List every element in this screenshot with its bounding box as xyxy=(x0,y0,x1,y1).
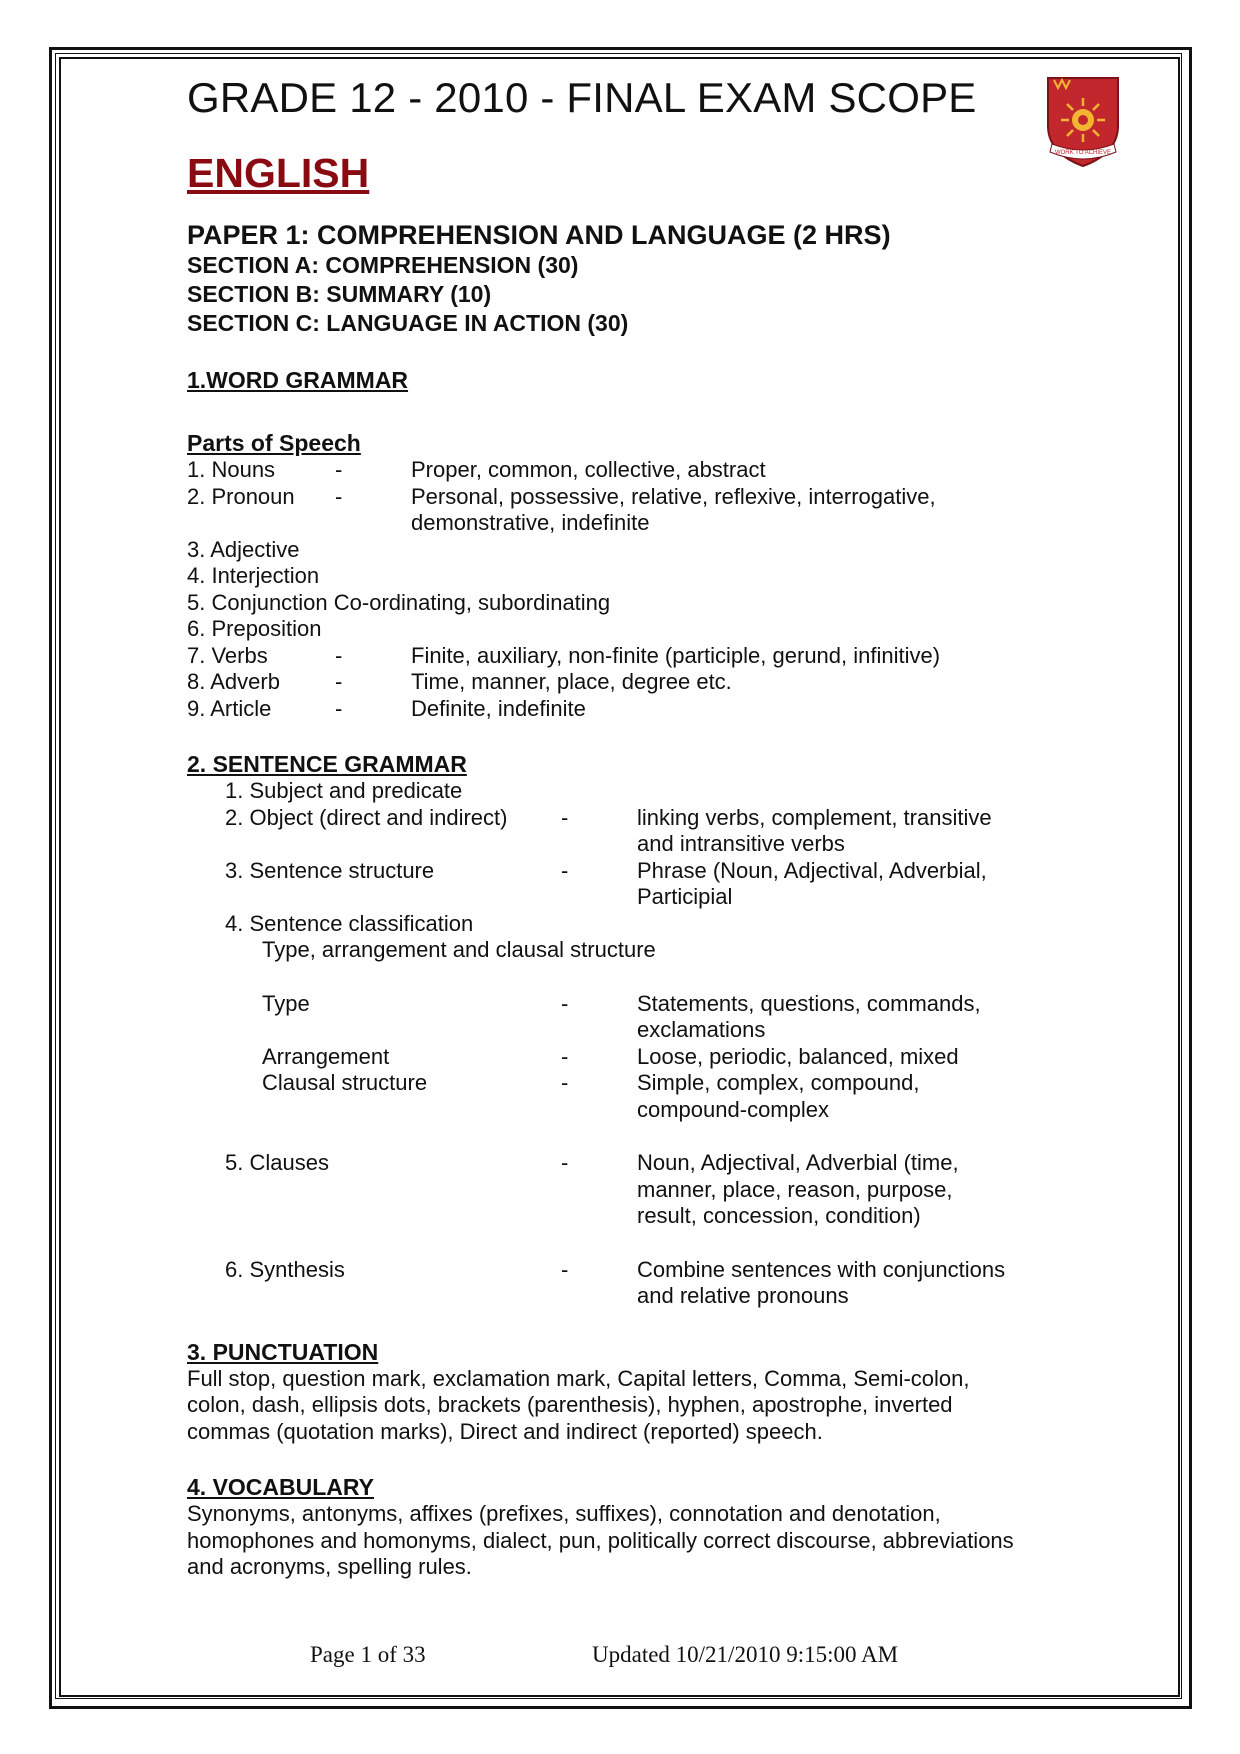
punctuation-line: colon, dash, ellipsis dots, brackets (parenthesis), hyphen, apostrophe, inverted xyxy=(187,1392,953,1417)
punctuation-heading: 3. PUNCTUATION xyxy=(187,1338,379,1365)
sg-dash: - xyxy=(561,1150,569,1175)
sg-desc xyxy=(637,1070,1037,1123)
pos-dash: - xyxy=(335,642,343,668)
sg-desc-line: and intransitive verbs xyxy=(637,831,845,856)
sg-item-4-subtitle: Type, arrangement and clausal structure xyxy=(262,937,656,962)
sg-desc-line: compound-complex xyxy=(637,1096,829,1122)
sg-dash: - xyxy=(561,804,569,830)
pos-desc: Proper, common, collective, abstract xyxy=(411,457,766,482)
pos-term: 1. Nouns xyxy=(187,457,276,482)
sg-term: 5. Clauses xyxy=(225,1150,329,1175)
sg-desc xyxy=(637,1257,1037,1310)
section-c: SECTION C: LANGUAGE IN ACTION (30) xyxy=(187,310,629,336)
vocabulary-line: homophones and homonyms, dialect, pun, politically correct discourse, abbreviations xyxy=(187,1527,1014,1553)
sg-term: Clausal structure xyxy=(262,1070,428,1095)
sg-desc-line: Combine sentences with conjunctions xyxy=(637,1256,1006,1282)
pos-desc: Finite, auxiliary, non-finite (participle, gerund, infinitive) xyxy=(411,642,941,668)
pos-desc: Time, manner, place, degree etc. xyxy=(411,669,732,694)
pos-term: 9. Article xyxy=(187,695,272,721)
vocabulary-line: Synonyms, antonyms, affixes (prefixes, suffixes), connotation and denotation, xyxy=(187,1501,941,1526)
pos-dash: - xyxy=(335,695,343,721)
sg-desc-line: Statements, questions, commands, xyxy=(637,990,981,1016)
pos-dash: - xyxy=(335,457,343,482)
pos-desc xyxy=(411,484,1021,537)
document-body xyxy=(187,68,1077,1581)
sg-desc xyxy=(637,805,1037,858)
sg-dash: - xyxy=(561,990,569,1016)
sg-item-1: 1. Subject and predicate xyxy=(225,778,463,803)
sg-item-6 xyxy=(187,1257,1077,1310)
pos-row-verbs xyxy=(187,643,1077,670)
sg-dash: - xyxy=(561,1070,569,1095)
sg-desc xyxy=(637,991,1037,1044)
sg-desc-line: Phrase (Noun, Adjectival, Adverbial, xyxy=(637,857,987,883)
sg-type-row xyxy=(187,991,1077,1044)
sg-term: 6. Synthesis xyxy=(225,1256,345,1282)
page-number: Page 1 of 33 xyxy=(310,1642,426,1667)
sg-term: 2. Object (direct and indirect) xyxy=(225,804,508,830)
pos-term: 7. Verbs xyxy=(187,642,268,668)
pos-term: 2. Pronoun xyxy=(187,483,295,509)
sg-desc-line: exclamations xyxy=(637,1017,766,1042)
subject-heading: ENGLISH xyxy=(187,150,370,196)
pos-row-adverb xyxy=(187,669,1077,696)
sg-dash: - xyxy=(561,1043,569,1069)
pos-desc-line: Personal, possessive, relative, reflexive, interrogative, xyxy=(411,483,936,509)
pos-row-conjunction: 5. Conjunction Co-ordinating, subordinating xyxy=(187,589,611,615)
sg-item-4: 4. Sentence classification xyxy=(225,910,474,936)
sg-dash: - xyxy=(561,857,569,883)
paper-title: PAPER 1: COMPREHENSION AND LANGUAGE (2 HRS) xyxy=(187,220,891,250)
sg-arrangement-row xyxy=(187,1044,1077,1071)
sg-desc: Loose, periodic, balanced, mixed xyxy=(637,1043,959,1069)
sg-term: Arrangement xyxy=(262,1043,390,1069)
pos-row-interjection: 4. Interjection xyxy=(187,563,320,588)
sg-desc-line: Noun, Adjectival, Adverbial (time, xyxy=(637,1150,959,1175)
sg-item-2 xyxy=(187,805,1077,858)
pos-row-article xyxy=(187,696,1077,723)
pos-term: 8. Adverb xyxy=(187,669,280,694)
sg-desc-line: and relative pronouns xyxy=(637,1283,849,1308)
pos-desc-line: demonstrative, indefinite xyxy=(411,510,650,535)
updated-timestamp: Updated 10/21/2010 9:15:00 AM xyxy=(592,1642,899,1667)
word-grammar-heading: 1.WORD GRAMMAR xyxy=(187,367,409,393)
sg-term: Type xyxy=(262,990,310,1016)
sg-desc xyxy=(637,858,1037,911)
sg-desc-line: Participial xyxy=(637,884,733,909)
sg-item-5 xyxy=(187,1150,1077,1230)
punctuation-line: commas (quotation marks), Direct and indirect (reported) speech. xyxy=(187,1418,823,1444)
pos-dash: - xyxy=(335,669,343,694)
sentence-grammar-heading: 2. SENTENCE GRAMMAR xyxy=(187,751,467,777)
pos-row-preposition: 6. Preposition xyxy=(187,616,322,641)
sg-desc xyxy=(637,1150,1037,1230)
pos-row-nouns xyxy=(187,457,1077,484)
pos-dash: - xyxy=(335,483,343,509)
section-a: SECTION A: COMPREHENSION (30) xyxy=(187,252,579,278)
sg-desc-line: result, concession, condition) xyxy=(637,1203,921,1228)
pos-desc: Definite, indefinite xyxy=(411,695,586,721)
sg-desc-line: manner, place, reason, purpose, xyxy=(637,1176,953,1202)
vocabulary-heading: 4. VOCABULARY xyxy=(187,1474,374,1500)
sg-clausal-row xyxy=(187,1070,1077,1123)
sg-dash: - xyxy=(561,1256,569,1282)
crest-motto: WORK TO ACHIEVE xyxy=(1054,150,1112,156)
sg-desc-line: linking verbs, complement, transitive xyxy=(637,804,992,830)
parts-of-speech-heading: Parts of Speech xyxy=(187,430,361,456)
punctuation-line: Full stop, question mark, exclamation mark, Capital letters, Comma, Semi-colon, xyxy=(187,1365,970,1391)
sg-term: 3. Sentence structure xyxy=(225,857,435,883)
section-b: SECTION B: SUMMARY (10) xyxy=(187,281,492,307)
pos-row-adjective: 3. Adjective xyxy=(187,536,300,562)
vocabulary-line: and acronyms, spelling rules. xyxy=(187,1554,472,1579)
page-title: GRADE 12 - 2010 - FINAL EXAM SCOPE xyxy=(187,74,977,121)
pos-row-pronoun xyxy=(187,484,1077,537)
sg-desc-line: Simple, complex, compound, xyxy=(637,1070,920,1095)
sg-item-3 xyxy=(187,858,1077,911)
